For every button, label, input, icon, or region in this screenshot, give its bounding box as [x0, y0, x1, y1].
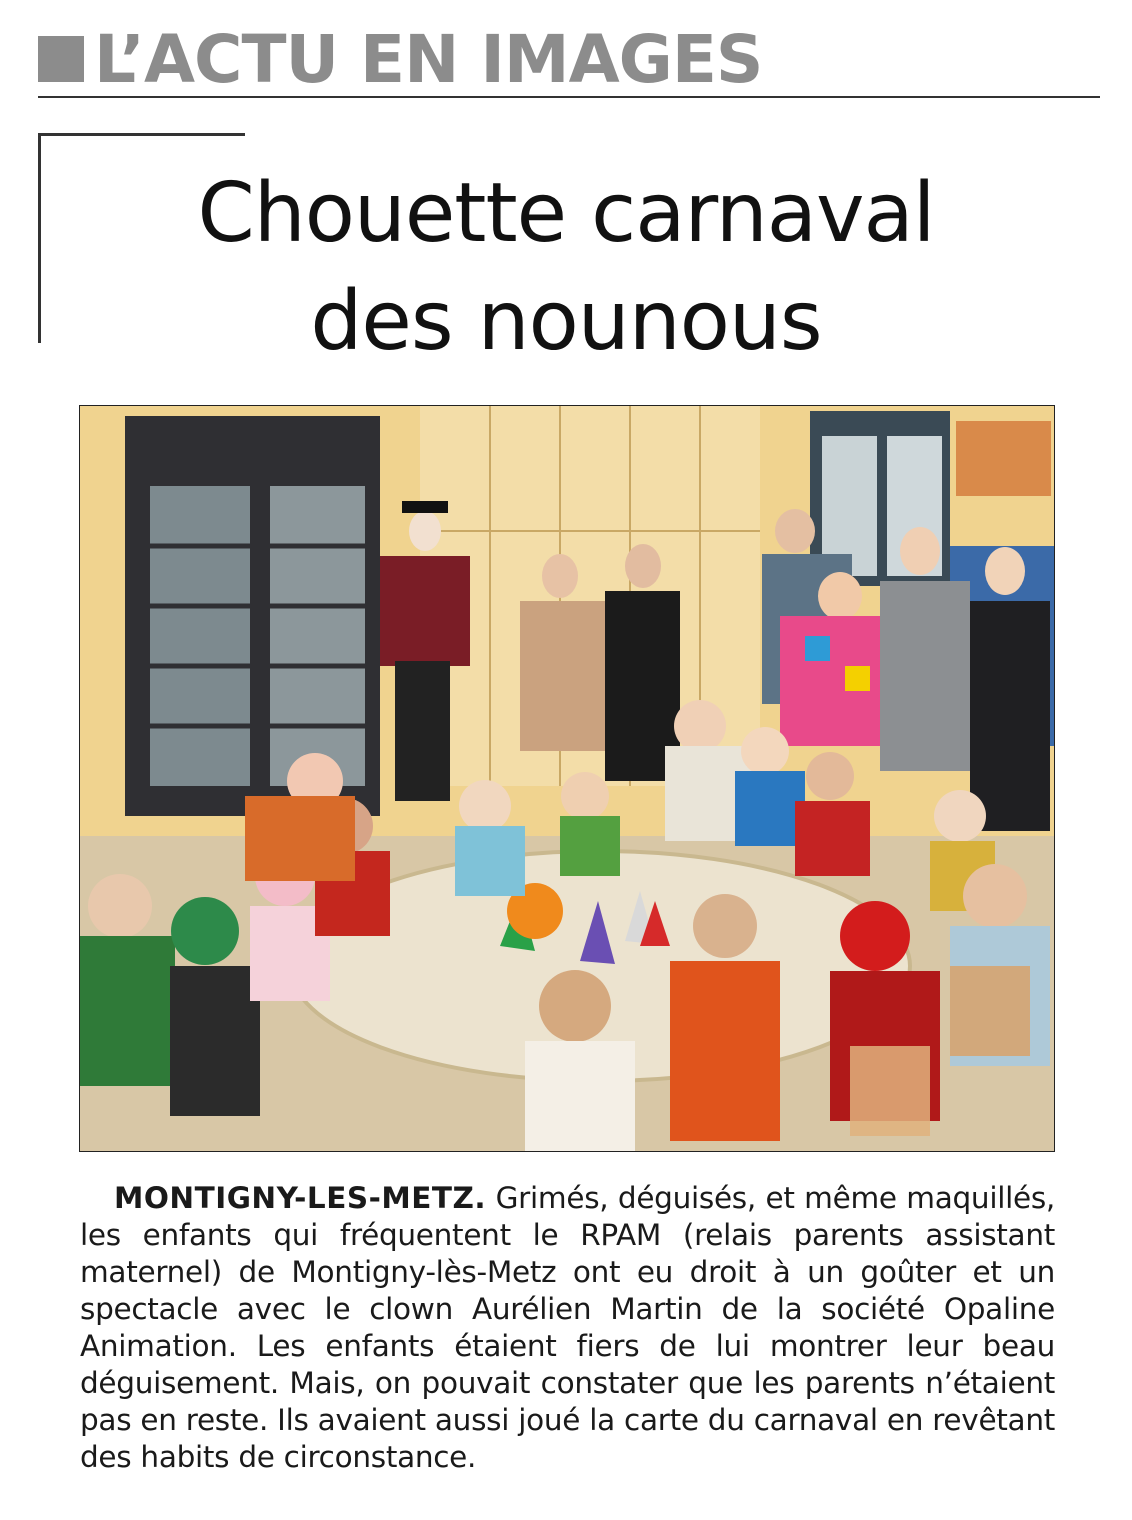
article-body	[80, 1180, 1055, 1476]
section-title: L’ACTU EN IMAGES	[94, 21, 763, 98]
section-marker	[38, 36, 84, 82]
headline-bracket-top	[38, 133, 245, 136]
article-photo	[79, 405, 1055, 1152]
article-text: Grimés, déguisés, et même maquillés, les enfants qui fréquentent le RPAM (relais parents assistant maternel) de Montigny-lès-Metz ont eu droit à un goûter et un spectacle avec le clown Aurélien Martin de la société Opaline Animation. Les enfants étaient fiers de lui montrer leur beau déguisement. Mais, on pouvait constater que les parents n’étaient pas en reste. Ils avaient aussi joué la carte du carnaval en revêtant des habits de circonstance.	[80, 1181, 1056, 1474]
headline-line-1: Chouette carnaval	[197, 166, 935, 261]
headline-line-2: des nounous	[310, 274, 822, 369]
headline	[60, 160, 1072, 376]
headline-bracket-left	[38, 133, 41, 343]
section-header	[38, 22, 1100, 98]
carnival-photo-illustration	[80, 406, 1055, 1152]
dateline: MONTIGNY-LES-METZ.	[114, 1181, 487, 1215]
